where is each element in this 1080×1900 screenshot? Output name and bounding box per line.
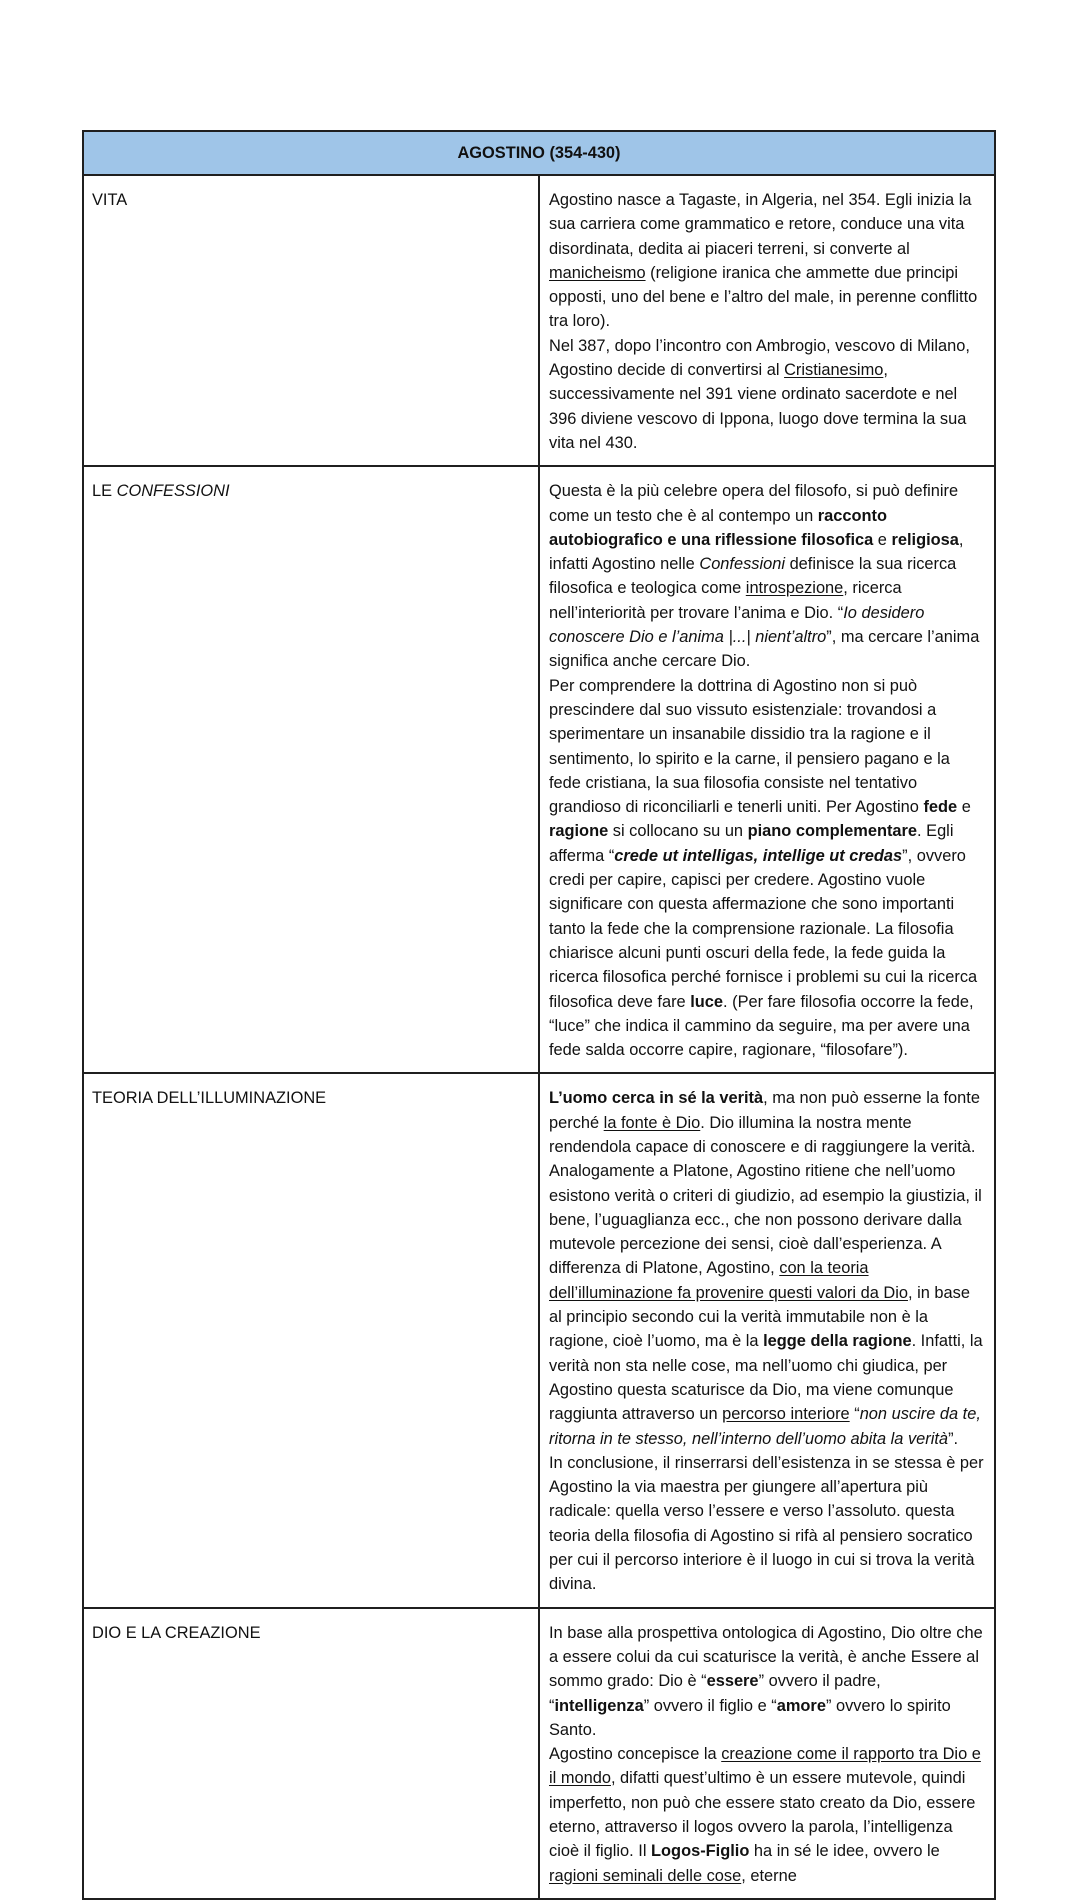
document-title: AGOSTINO (354-430) [83,131,995,175]
summary-table [82,130,996,1900]
paragraph: L’uomo cerca in sé la verità, ma non può esserne la fonte perché la fonte è Dio. Dio illumina la nostra mente rendendola capace di conoscere e di raggiungere la verità. Analogamente a Platone, Agostino ritiene che nell’uomo esistono verità o criteri di giudizio, ad esempio la giustizia, il bene, l’uguaglianza ecc., che non possono derivare dalla mutevole percezione dei sensi, cioè dall’esperienza. A differenza di Platone, Agostino, con la teoria dell’illuminazione fa provenire questi valori da Dio, in base al principio secondo cui la verità immutabile non è la ragione, cioè l’uomo, ma è la legge della ragione. Infatti, la verità non sta nelle cose, ma nell’uomo chi giudica, per Agostino questa scaturisce da Dio, ma viene comunque raggiunta attraverso un percorso interiore “non uscire da te, ritorna in te stesso, nell’interno dell’uomo abita la verità”. [549,1089,983,1448]
paragraph: Per comprendere la dottrina di Agostino non si può prescindere dal suo vissuto esistenziale: trovandosi a sperimentare un insanabile dissidio tra la ragione e il sentimento, lo spirito e la carne, il pensiero pagano e la fede cristiana, la sua filosofia consiste nel tentativo grandioso di riconciliarli e tenerli uniti. Per Agostino fede e ragione si collocano su un piano complementare. Egli afferma “crede ut intelligas, intellige ut credas”, ovvero credi per capire, capisci per credere. Agostino vuole significare con questa affermazione che sono importanti tanto la fede che la comprensione razionale. La filosofia chiarisce alcuni punti oscuri della fede, la fede guida la ricerca filosofica perché fornisce i problemi su cui la ricerca filosofica deve fare luce. (Per fare filosofia occorre la fede, “luce” che indica il cammino da seguire, ma per avere una fede salda occorre capire, ragionare, “filosofare”). [549,676,978,1060]
section-label: DIO E LA CREAZIONE [83,1608,539,1899]
section-label: TEORIA DELL’ILLUMINAZIONE [83,1073,539,1607]
section-content [539,466,995,1073]
document-page [82,130,996,1900]
label-prefix: LE [92,482,117,501]
section-content [539,1073,995,1607]
section-label: VITA [83,175,539,466]
paragraph: Agostino nasce a Tagaste, in Algeria, nel 354. Egli inizia la sua carriera come grammatico e retore, conduce una vita disordinata, dedita ai piaceri terreni, si converte al manicheismo (religione iranica che ammette due principi opposti, uno del bene e l’altro del male, in perenne conflitto tra loro). [549,191,978,331]
section-row-creazione [83,1608,995,1899]
section-content [539,175,995,466]
section-label [83,466,539,1073]
section-content [539,1608,995,1899]
paragraph: Nel 387, dopo l’incontro con Ambrogio, vescovo di Milano, Agostino decide di convertirsi al Cristianesimo, successivamente nel 391 viene ordinato sacerdote e nel 396 diviene vescovo di Ippona, luogo dove termina la sua vita nel 430. [549,336,970,452]
paragraph: Agostino concepisce la creazione come il rapporto tra Dio e il mondo, difatti quest’ultimo è un essere mutevole, quindi imperfetto, non può che essere stato creato da Dio, essere eterno, attraverso il logos ovvero la parola, l’intelligenza cioè il figlio. Il Logos-Figlio ha in sé le idee, ovvero le ragioni seminali delle cose, eterne [549,1745,981,1885]
title-row [83,131,995,175]
paragraph: Questa è la più celebre opera del filosofo, si può definire come un testo che è al contempo un racconto autobiografico e una riflessione filosofica e religiosa, infatti Agostino nelle Confessioni definisce la sua ricerca filosofica e teologica come introspezione, ricerca nell’interiorità per trovare l’anima e Dio. “Io desidero conoscere Dio e l’anima |...| nient’altro”, ma cercare l’anima significa anche cercare Dio. [549,482,980,671]
paragraph: In base alla prospettiva ontologica di Agostino, Dio oltre che a essere colui da cui scaturisce la verità, è anche Essere al sommo grado: Dio è “essere” ovvero il padre, “intelligenza” ovvero il figlio e “amore” ovvero lo spirito Santo. [549,1623,983,1739]
label-italic: CONFESSIONI [116,482,230,501]
paragraph: In conclusione, il rinserrarsi dell’esistenza in se stessa è per Agostino la via maestra per giungere all’apertura più radicale: quella verso l’essere e verso l’assoluto. questa teoria della filosofia di Agostino si rifà al pensiero socratico per cui il percorso interiore è il luogo in cui si trova la verità divina. [549,1453,984,1594]
section-row-confessioni [83,466,995,1073]
section-row-vita [83,175,995,466]
section-row-illuminazione [83,1073,995,1607]
